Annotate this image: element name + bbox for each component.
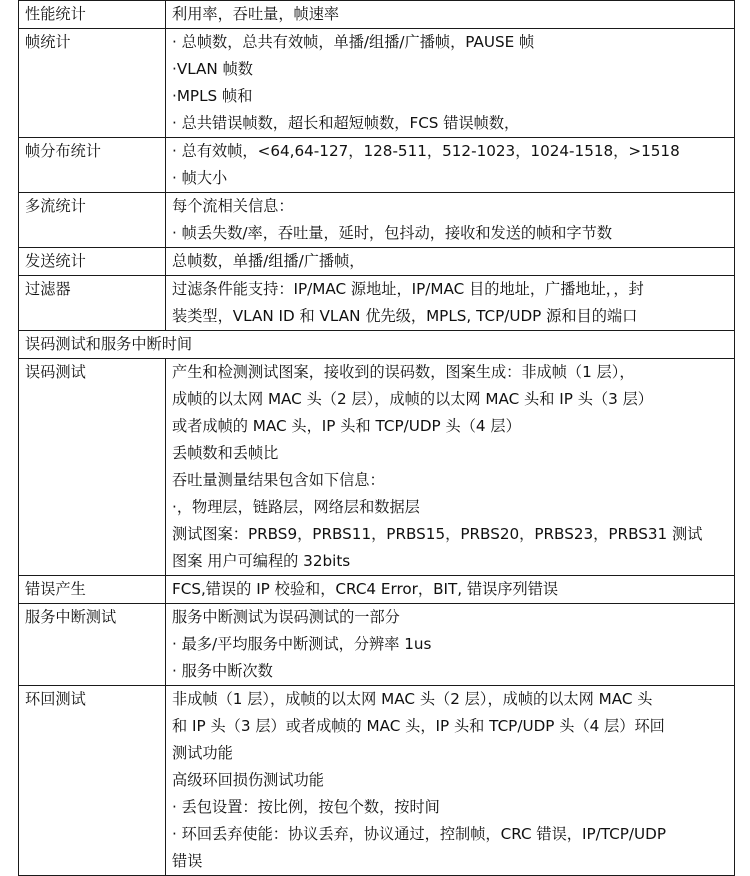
content-line: · 最多/平均服务中断测试，分辨率 1us	[172, 635, 432, 653]
content-line: · 服务中断次数	[172, 662, 273, 680]
content-line: 或者成帧的 MAC 头，IP 头和 TCP/UDP 头（4 层）	[172, 417, 521, 435]
content-line: 和 IP 头（3 层）或者成帧的 MAC 头，IP 头和 TCP/UDP 头（4 层）环回	[172, 717, 665, 735]
spec-table-body	[19, 1, 735, 876]
row-label: 发送统计	[19, 248, 166, 276]
table-row	[19, 193, 735, 248]
content-line: 测试功能	[172, 744, 233, 762]
row-content	[166, 29, 735, 138]
content-line: ·VLAN 帧数	[172, 60, 253, 78]
table-row	[19, 576, 735, 604]
table-row	[19, 248, 735, 276]
content-line: 丢帧数和丢帧比	[172, 444, 279, 462]
row-label: 帧统计	[19, 29, 166, 138]
content-line: 非成帧（1 层），成帧的以太网 MAC 头（2 层），成帧的以太网 MAC 头	[172, 690, 653, 708]
row-content	[166, 359, 735, 576]
content-line: · 环回丢弃使能：协议丢弃，协议通过，控制帧，CRC 错误，IP/TCP/UDP	[172, 825, 666, 843]
row-content	[166, 1, 735, 29]
section-title: 误码测试和服务中断时间	[19, 331, 735, 359]
table-row	[19, 276, 735, 331]
row-label: 误码测试	[19, 359, 166, 576]
row-content	[166, 193, 735, 248]
row-label: 环回测试	[19, 686, 166, 876]
row-content	[166, 686, 735, 876]
row-label: 多流统计	[19, 193, 166, 248]
content-line: ·MPLS 帧和	[172, 87, 253, 105]
row-content	[166, 248, 735, 276]
content-line: · 总有效帧，<64,64-127，128-511，512-1023，1024-1518，>1518	[172, 142, 680, 160]
section-row	[19, 331, 735, 359]
content-line: 成帧的以太网 MAC 头（2 层），成帧的以太网 MAC 头和 IP 头（3 层）	[172, 390, 653, 408]
row-content	[166, 604, 735, 686]
content-line: 总帧数，单播/组播/广播帧，	[172, 252, 365, 270]
row-content	[166, 138, 735, 193]
content-line: 装类型，VLAN ID 和 VLAN 优先级，MPLS, TCP/UDP 源和目的端口	[172, 307, 638, 325]
table-row	[19, 29, 735, 138]
content-line: · 丢包设置：按比例，按包个数，按时间	[172, 798, 440, 816]
spec-table	[18, 0, 735, 876]
table-row	[19, 359, 735, 576]
content-line: 高级环回损伤测试功能	[172, 771, 324, 789]
content-line: FCS,错误的 IP 校验和，CRC4 Error，BIT, 错误序列错误	[172, 580, 559, 598]
content-line: 每个流相关信息：	[172, 197, 294, 215]
content-line: 吞吐量测量结果包含如下信息：	[172, 471, 385, 489]
content-line: · 帧丢失数/率，吞吐量，延时，包抖动，接收和发送的帧和字节数	[172, 224, 613, 242]
content-line: ·，物理层，链路层，网络层和数据层	[172, 498, 420, 516]
row-label: 错误产生	[19, 576, 166, 604]
table-row	[19, 1, 735, 29]
content-line: · 总帧数，总共有效帧，单播/组播/广播帧，PAUSE 帧	[172, 33, 535, 51]
content-line: 利用率，吞吐量，帧速率	[172, 5, 340, 23]
table-row	[19, 686, 735, 876]
content-line: 产生和检测测试图案，接收到的误码数，图案生成：非成帧（1 层），	[172, 363, 635, 381]
content-line: · 帧大小	[172, 169, 228, 187]
row-label: 过滤器	[19, 276, 166, 331]
row-content	[166, 576, 735, 604]
table-row	[19, 604, 735, 686]
content-line: 测试图案：PRBS9，PRBS11，PRBS15，PRBS20，PRBS23，PRBS31 测试	[172, 525, 703, 543]
content-line: · 总共错误帧数，超长和超短帧数，FCS 错误帧数，	[172, 114, 520, 132]
content-line: 服务中断测试为误码测试的一部分	[172, 608, 400, 626]
row-label: 性能统计	[19, 1, 166, 29]
row-label: 帧分布统计	[19, 138, 166, 193]
row-content	[166, 276, 735, 331]
table-row	[19, 138, 735, 193]
content-line: 图案 用户可编程的 32bits	[172, 552, 351, 570]
row-label: 服务中断测试	[19, 604, 166, 686]
content-line: 过滤条件能支持：IP/MAC 源地址，IP/MAC 目的地址，广播地址，，封	[172, 280, 644, 298]
content-line: 错误	[172, 852, 203, 870]
